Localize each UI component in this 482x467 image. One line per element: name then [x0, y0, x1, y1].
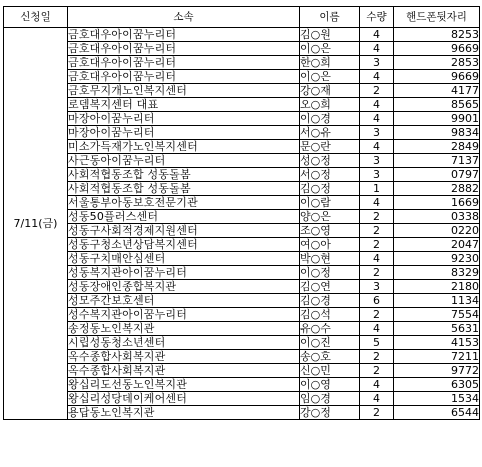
qty-cell: 2 — [360, 308, 394, 322]
org-cell: 성동구사회적경제지원센터 — [68, 224, 300, 238]
table-row — [4, 336, 480, 350]
org-cell: 금호무지개노인복지센터 — [68, 84, 300, 98]
phone-cell: 2853 — [394, 56, 480, 70]
org-cell: 성모주간보호센터 — [68, 294, 300, 308]
phone-cell: 8565 — [394, 98, 480, 112]
qty-cell: 4 — [360, 98, 394, 112]
table-row — [4, 252, 480, 266]
table-row — [4, 56, 480, 70]
qty-cell: 4 — [360, 112, 394, 126]
name-cell: 이○진 — [300, 336, 360, 350]
phone-cell: 2849 — [394, 140, 480, 154]
table-row — [4, 224, 480, 238]
phone-cell: 1534 — [394, 392, 480, 406]
qty-cell: 4 — [360, 70, 394, 84]
phone-cell: 9230 — [394, 252, 480, 266]
org-cell: 송정동노인복지관 — [68, 322, 300, 336]
qty-cell: 2 — [360, 364, 394, 378]
table-row — [4, 280, 480, 294]
org-cell: 사회적협동조합 성동돌봄 — [68, 182, 300, 196]
org-cell: 사회적협동조합 성동돌봄 — [68, 168, 300, 182]
phone-cell: 0220 — [394, 224, 480, 238]
name-cell: 김○경 — [300, 294, 360, 308]
name-cell: 성○정 — [300, 154, 360, 168]
org-cell: 성동장애인종합복지관 — [68, 280, 300, 294]
phone-cell: 7137 — [394, 154, 480, 168]
phone-cell: 7211 — [394, 350, 480, 364]
org-cell: 미소가득재가노인복지센터 — [68, 140, 300, 154]
qty-cell: 3 — [360, 154, 394, 168]
table-row — [4, 350, 480, 364]
org-cell: 성수복지관아이꿈누리터 — [68, 308, 300, 322]
qty-cell: 2 — [360, 84, 394, 98]
phone-cell: 0338 — [394, 210, 480, 224]
qty-cell: 3 — [360, 126, 394, 140]
qty-cell: 2 — [360, 238, 394, 252]
name-cell: 서○정 — [300, 168, 360, 182]
phone-cell: 9901 — [394, 112, 480, 126]
name-cell: 신○민 — [300, 364, 360, 378]
table-row — [4, 42, 480, 56]
name-cell: 이○경 — [300, 112, 360, 126]
name-cell: 조○영 — [300, 224, 360, 238]
header-phone: 핸드폰뒷자리 — [394, 7, 480, 28]
table-row — [4, 308, 480, 322]
org-cell: 옥수종합사회복지관 — [68, 364, 300, 378]
header-name: 이름 — [300, 7, 360, 28]
name-cell: 이○은 — [300, 42, 360, 56]
org-cell: 금호대우아이꿈누리터 — [68, 56, 300, 70]
phone-cell: 4153 — [394, 336, 480, 350]
name-cell: 김○정 — [300, 182, 360, 196]
org-cell: 시립성동청소년센터 — [68, 336, 300, 350]
phone-cell: 2180 — [394, 280, 480, 294]
phone-cell: 6305 — [394, 378, 480, 392]
name-cell: 강○재 — [300, 84, 360, 98]
table-row — [4, 70, 480, 84]
table-row — [4, 322, 480, 336]
table-row — [4, 112, 480, 126]
org-cell: 왕십리성당데이케어센터 — [68, 392, 300, 406]
phone-cell: 5631 — [394, 322, 480, 336]
name-cell: 여○아 — [300, 238, 360, 252]
name-cell: 강○정 — [300, 406, 360, 420]
table-row — [4, 126, 480, 140]
qty-cell: 2 — [360, 350, 394, 364]
phone-cell: 1134 — [394, 294, 480, 308]
qty-cell: 2 — [360, 406, 394, 420]
name-cell: 이○영 — [300, 378, 360, 392]
table-row — [4, 238, 480, 252]
qty-cell: 4 — [360, 378, 394, 392]
table-row — [4, 140, 480, 154]
org-cell: 성동복지관아이꿈누리터 — [68, 266, 300, 280]
phone-cell: 2882 — [394, 182, 480, 196]
qty-cell: 4 — [360, 196, 394, 210]
phone-cell: 0797 — [394, 168, 480, 182]
org-cell: 사근동아이꿈누리터 — [68, 154, 300, 168]
table-row — [4, 364, 480, 378]
date-cell: 7/11(금) — [4, 28, 68, 420]
header-date: 신청일 — [4, 7, 68, 28]
name-cell: 박○현 — [300, 252, 360, 266]
org-cell: 금호대우아이꿈누리터 — [68, 28, 300, 42]
table-row — [4, 378, 480, 392]
name-cell: 한○희 — [300, 56, 360, 70]
table-row — [4, 406, 480, 420]
qty-cell: 3 — [360, 56, 394, 70]
qty-cell: 1 — [360, 182, 394, 196]
phone-cell: 2047 — [394, 238, 480, 252]
qty-cell: 3 — [360, 280, 394, 294]
phone-cell: 1669 — [394, 196, 480, 210]
header-qty: 수량 — [360, 7, 394, 28]
table-body — [4, 28, 480, 420]
phone-cell: 8253 — [394, 28, 480, 42]
qty-cell: 4 — [360, 42, 394, 56]
name-cell: 이○은 — [300, 70, 360, 84]
qty-cell: 2 — [360, 210, 394, 224]
name-cell: 이○람 — [300, 196, 360, 210]
name-cell: 김○원 — [300, 28, 360, 42]
org-cell: 왕십리도선동노인복지관 — [68, 378, 300, 392]
application-sheet — [3, 6, 479, 420]
phone-cell: 9834 — [394, 126, 480, 140]
table-row — [4, 196, 480, 210]
table-row — [4, 84, 480, 98]
org-cell: 성동구치매안심센터 — [68, 252, 300, 266]
header-row — [4, 7, 480, 28]
org-cell: 용답동노인복지관 — [68, 406, 300, 420]
application-table — [3, 6, 480, 420]
qty-cell: 4 — [360, 28, 394, 42]
org-cell: 마장아이꿈누리터 — [68, 112, 300, 126]
table-row — [4, 154, 480, 168]
org-cell: 서울통부아동보호전문기관 — [68, 196, 300, 210]
org-cell: 금호대우아이꿈누리터 — [68, 42, 300, 56]
org-cell: 옥수종합사회복지관 — [68, 350, 300, 364]
table-header — [4, 7, 480, 28]
org-cell: 로뎀복지센터 대표 — [68, 98, 300, 112]
qty-cell: 4 — [360, 140, 394, 154]
qty-cell: 2 — [360, 224, 394, 238]
qty-cell: 3 — [360, 168, 394, 182]
name-cell: 서○유 — [300, 126, 360, 140]
org-cell: 마장아이꿈누리터 — [68, 126, 300, 140]
org-cell: 성동구청소년상담복지센터 — [68, 238, 300, 252]
phone-cell: 6544 — [394, 406, 480, 420]
table-row — [4, 266, 480, 280]
header-org: 소속 — [68, 7, 300, 28]
name-cell: 김○연 — [300, 280, 360, 294]
name-cell: 문○란 — [300, 140, 360, 154]
name-cell: 임○경 — [300, 392, 360, 406]
name-cell: 송○호 — [300, 350, 360, 364]
qty-cell: 4 — [360, 322, 394, 336]
name-cell: 유○수 — [300, 322, 360, 336]
name-cell: 오○희 — [300, 98, 360, 112]
qty-cell: 6 — [360, 294, 394, 308]
phone-cell: 7554 — [394, 308, 480, 322]
name-cell: 양○은 — [300, 210, 360, 224]
phone-cell: 8329 — [394, 266, 480, 280]
name-cell: 김○석 — [300, 308, 360, 322]
qty-cell: 4 — [360, 252, 394, 266]
table-row — [4, 98, 480, 112]
table-row — [4, 294, 480, 308]
qty-cell: 5 — [360, 336, 394, 350]
table-row — [4, 168, 480, 182]
name-cell: 이○정 — [300, 266, 360, 280]
table-row — [4, 28, 480, 42]
table-row — [4, 210, 480, 224]
qty-cell: 4 — [360, 392, 394, 406]
table-row — [4, 392, 480, 406]
org-cell: 성동50플러스센터 — [68, 210, 300, 224]
phone-cell: 9669 — [394, 70, 480, 84]
org-cell: 금호대우아이꿈누리터 — [68, 70, 300, 84]
phone-cell: 9669 — [394, 42, 480, 56]
phone-cell: 4177 — [394, 84, 480, 98]
qty-cell: 2 — [360, 266, 394, 280]
table-row — [4, 182, 480, 196]
phone-cell: 9772 — [394, 364, 480, 378]
